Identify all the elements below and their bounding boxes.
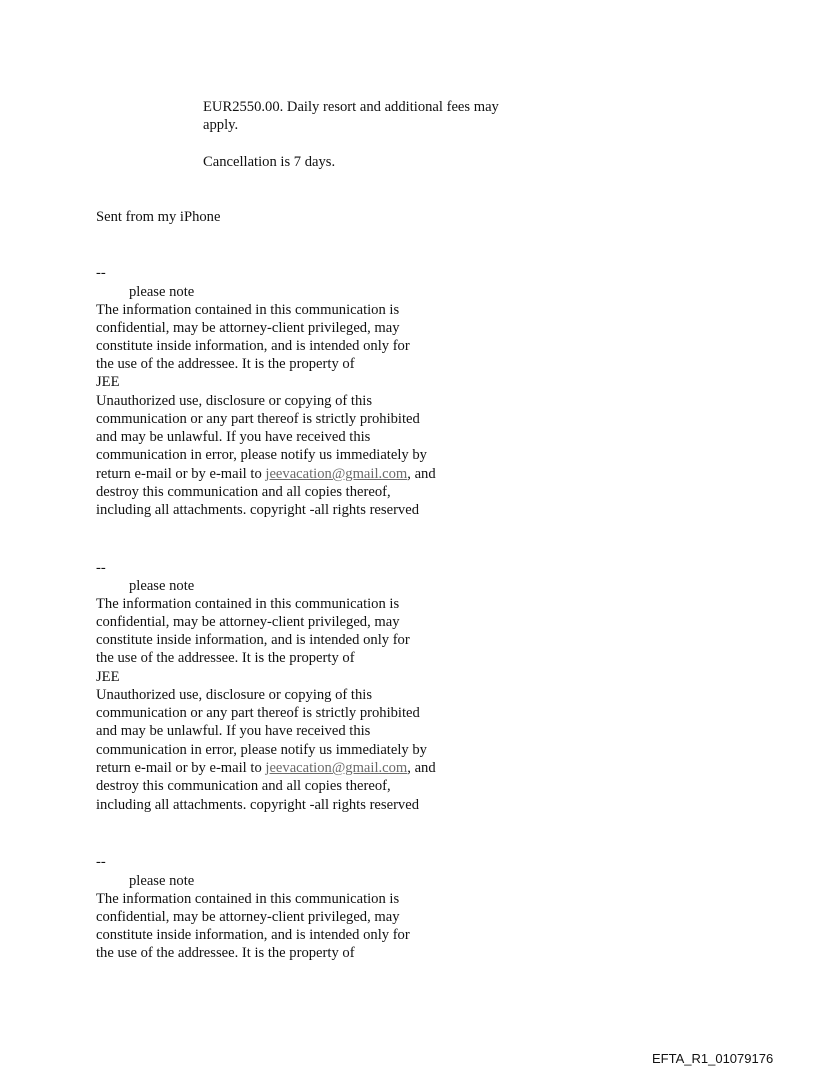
disclaimer-line: The information contained in this communication is xyxy=(96,596,400,612)
disclaimer-line: JEE xyxy=(96,669,120,685)
body-text-line: EUR2550.00. Daily resort and additional fees may xyxy=(203,99,499,115)
email-line-suffix: , and xyxy=(407,466,436,482)
disclaimer-line: and may be unlawful. If you have received this xyxy=(96,429,371,445)
disclaimer-line: constitute inside information, and is intended only for xyxy=(96,338,410,354)
email-line-prefix: return e-mail or by e-mail to xyxy=(96,466,266,482)
disclaimer-line: the use of the addressee. It is the property of xyxy=(96,945,355,961)
disclaimer-line: JEE xyxy=(96,374,120,390)
signature-text: Sent from my iPhone xyxy=(96,209,221,225)
disclaimer-line: including all attachments. copyright -all rights reserved xyxy=(96,502,419,518)
disclaimer-heading: please note xyxy=(129,578,195,594)
separator-dash: -- xyxy=(96,265,106,281)
disclaimer-line: the use of the addressee. It is the property of xyxy=(96,650,355,666)
disclaimer-line: Unauthorized use, disclosure or copying of this xyxy=(96,393,373,409)
disclaimer-line: The information contained in this communication is xyxy=(96,302,400,318)
disclaimer-line: communication in error, please notify us immediately by xyxy=(96,742,427,758)
disclaimer-line: destroy this communication and all copies thereof, xyxy=(96,778,391,794)
disclaimer-email-line xyxy=(96,759,436,777)
disclaimer-line: constitute inside information, and is intended only for xyxy=(96,927,410,943)
disclaimer-line: communication or any part thereof is strictly prohibited xyxy=(96,411,420,427)
disclaimer-heading: please note xyxy=(129,873,195,889)
cancellation-text: Cancellation is 7 days. xyxy=(203,154,336,170)
disclaimer-line: The information contained in this communication is xyxy=(96,891,400,907)
disclaimer-line: confidential, may be attorney-client privileged, may xyxy=(96,614,400,630)
disclaimer-line: destroy this communication and all copies thereof, xyxy=(96,484,391,500)
disclaimer-line: communication in error, please notify us immediately by xyxy=(96,447,427,463)
disclaimer-line: confidential, may be attorney-client privileged, may xyxy=(96,909,400,925)
email-line-prefix: return e-mail or by e-mail to xyxy=(96,760,266,776)
document-id: EFTA_R1_01079176 xyxy=(652,1051,774,1066)
disclaimer-line: including all attachments. copyright -all rights reserved xyxy=(96,797,419,813)
body-text-line: apply. xyxy=(203,117,239,133)
disclaimer-line: the use of the addressee. It is the property of xyxy=(96,356,355,372)
disclaimer-line: Unauthorized use, disclosure or copying of this xyxy=(96,687,373,703)
disclaimer-email-line xyxy=(96,465,436,483)
separator-dash: -- xyxy=(96,560,106,576)
separator-dash: -- xyxy=(96,854,106,870)
email-link[interactable]: jeevacation@gmail.com xyxy=(265,466,408,482)
email-link[interactable]: jeevacation@gmail.com xyxy=(265,760,408,776)
disclaimer-line: confidential, may be attorney-client privileged, may xyxy=(96,320,400,336)
disclaimer-line: and may be unlawful. If you have received this xyxy=(96,723,371,739)
disclaimer-line: communication or any part thereof is strictly prohibited xyxy=(96,705,420,721)
disclaimer-line: constitute inside information, and is intended only for xyxy=(96,632,410,648)
email-line-suffix: , and xyxy=(407,760,436,776)
disclaimer-heading: please note xyxy=(129,284,195,300)
